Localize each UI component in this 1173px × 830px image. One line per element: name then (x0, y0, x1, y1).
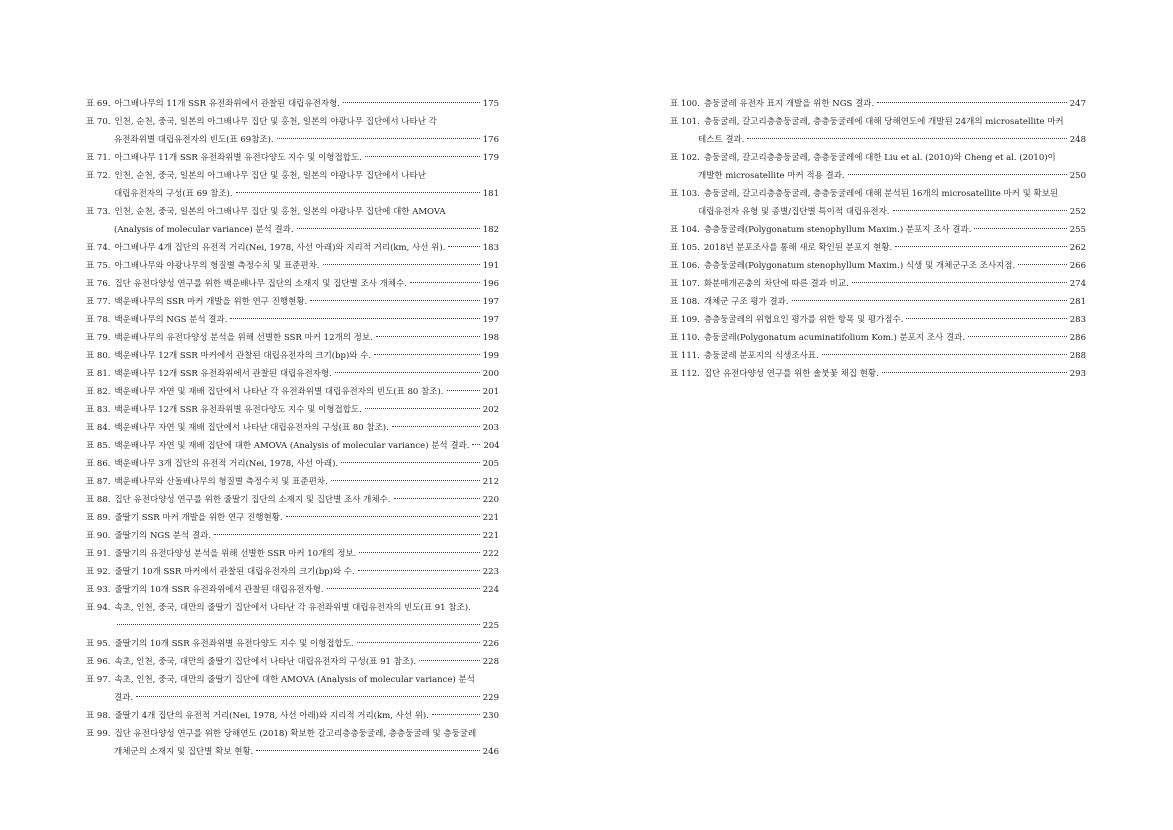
page-number: 212 (482, 477, 499, 487)
page-number: 200 (482, 369, 499, 379)
table-title: 백운배나무 자연 및 재배 집단에서 나타난 대립유전자의 구성(표 80 참조). (114, 423, 389, 433)
toc-line (670, 311, 1086, 329)
toc-entry (86, 167, 499, 203)
toc-line (670, 257, 1086, 275)
table-title: 층층둥굴레(Polygonatum stenophyllum Maxim.) 분포지 조사 결과. (703, 225, 972, 235)
dot-leader (394, 498, 480, 499)
dot-leader (376, 336, 480, 337)
dot-leader (310, 300, 480, 301)
toc-line (86, 401, 499, 419)
table-title: 집단 유전다양성 연구를 위한 당해연도 (2018) 확보한 갈고리층층둥굴레, 층층둥굴레 및 층둥굴레 (114, 729, 477, 739)
table-number: 표 99. (86, 729, 111, 739)
page-number: 221 (482, 513, 499, 523)
dot-leader (335, 372, 480, 373)
toc-line (86, 707, 499, 725)
page-number: 201 (482, 387, 499, 397)
table-number: 표 87. (86, 477, 111, 487)
dot-leader (374, 354, 480, 355)
table-number: 표 95. (86, 639, 111, 649)
table-number: 표 90. (86, 531, 111, 541)
table-number: 표 80. (86, 351, 111, 361)
toc-line (86, 149, 499, 167)
dot-leader (472, 444, 480, 445)
toc-line (86, 527, 499, 545)
page-number: 230 (482, 711, 499, 721)
toc-line (86, 509, 499, 527)
toc-line (86, 473, 499, 491)
dot-leader (1018, 264, 1067, 265)
page-number: 179 (482, 153, 499, 163)
toc-entry (670, 365, 1086, 383)
page-number: 176 (482, 135, 499, 145)
dot-leader (448, 246, 479, 247)
dot-leader (968, 336, 1067, 337)
page-number: 228 (482, 657, 499, 667)
table-title: 아그배나무와 야광나무의 형질별 측정수치 및 표준편차. (114, 261, 320, 271)
toc-line (670, 167, 1086, 185)
toc-entry (86, 401, 499, 419)
page-number: 250 (1069, 171, 1086, 181)
toc-entry (86, 437, 499, 455)
table-title: 백운배나무 3개 집단의 유전적 거리(Nei, 1978, 사선 아래). (114, 459, 339, 469)
table-number: 표 79. (86, 333, 111, 343)
toc-entry (86, 419, 499, 437)
toc-line (670, 293, 1086, 311)
page-number: 252 (1069, 207, 1086, 217)
table-title: 줄딸기 4개 집단의 유전적 거리(Nei, 1978, 사선 아래)와 지리적 거리(km, 사선 위). (114, 711, 429, 721)
table-number: 표 89. (86, 513, 111, 523)
toc-entry (86, 365, 499, 383)
toc-line (86, 617, 499, 635)
toc-line (86, 329, 499, 347)
page-number: 281 (1069, 297, 1086, 307)
toc-entry (670, 113, 1086, 149)
table-title: 아그배나무의 11개 SSR 유전좌위에서 관찰된 대립유전자형. (114, 99, 341, 109)
table-title: 결과. (114, 693, 134, 703)
dot-leader (286, 516, 480, 517)
dot-leader (410, 282, 480, 283)
table-number: 표 78. (86, 315, 111, 325)
table-title: 대립유전자의 구성(표 69 참조). (114, 189, 233, 199)
toc-line (86, 419, 499, 437)
page-number: 225 (482, 621, 499, 631)
table-title: 백운배나무 12개 SSR 유전좌위별 유전다양도 지수 및 이형접합도. (114, 405, 362, 415)
table-number: 표 86. (86, 459, 111, 469)
dot-leader (256, 750, 479, 751)
toc-entry (86, 653, 499, 671)
table-title: 속초, 인천, 중국, 대만의 줄딸기 집단에서 나타난 각 유전좌위별 대립유전자의 빈도(표 91 참조). (114, 603, 471, 613)
page-number: 196 (482, 279, 499, 289)
page-number: 220 (482, 495, 499, 505)
page-number: 205 (482, 459, 499, 469)
dot-leader (893, 210, 1067, 211)
table-title: 백운배나무의 SSR 마커 개발을 위한 연구 진행현황. (114, 297, 308, 307)
dot-leader (230, 318, 479, 319)
toc-entry (86, 383, 499, 401)
page-number: 274 (1069, 279, 1086, 289)
toc-line (670, 95, 1086, 113)
toc-line (86, 563, 499, 581)
table-title: 대립유전자 유형 및 종별/집단별 특이적 대립유전자. (698, 207, 890, 217)
table-title: 속초, 인천, 중국, 대만의 줄딸기 집단에서 나타난 대립유전자의 구성(표 91 참조). (114, 657, 417, 667)
table-number: 표 75. (86, 261, 111, 271)
table-title: 줄딸기 SSR 마커 개발을 위한 연구 진행현황. (114, 513, 283, 523)
dot-leader (882, 372, 1067, 373)
dot-leader (447, 390, 480, 391)
dot-leader (974, 228, 1066, 229)
table-number: 표 70. (86, 117, 111, 127)
table-number: 표 106. (670, 261, 700, 271)
dot-leader (331, 480, 480, 481)
toc-line (670, 329, 1086, 347)
dot-leader (236, 192, 480, 193)
dot-leader (343, 102, 480, 103)
toc-entry (86, 347, 499, 365)
dot-leader (277, 138, 480, 139)
table-title: 백운배나무 자연 및 재배 집단에 대한 AMOVA (Analysis of molecular variance) 분석 결과. (114, 441, 470, 451)
table-title: 줄딸기의 10개 SSR 유전좌위별 유전다양도 지수 및 이형접합도. (114, 639, 354, 649)
toc-line (86, 671, 499, 689)
toc-entry (86, 113, 499, 149)
toc-entry (670, 329, 1086, 347)
table-number: 표 71. (86, 153, 111, 163)
page-number: 204 (483, 441, 500, 451)
toc-right-column (670, 95, 1086, 383)
table-number: 표 82. (86, 387, 111, 397)
table-number: 표 74. (86, 243, 111, 253)
dot-leader (432, 714, 480, 715)
toc-line (670, 347, 1086, 365)
table-title: 백운배나무의 NGS 분석 결과. (114, 315, 228, 325)
page-number: 247 (1069, 99, 1086, 109)
toc-line (670, 221, 1086, 239)
table-title: 층층둥굴레의 위협요인 평가를 위한 항목 및 평가점수. (703, 315, 904, 325)
toc-entry (670, 149, 1086, 185)
toc-entry (86, 545, 499, 563)
page-number: 293 (1069, 369, 1086, 379)
table-number: 표 76. (86, 279, 111, 289)
table-number: 표 107. (670, 279, 700, 289)
table-number: 표 84. (86, 423, 111, 433)
dot-leader (136, 696, 480, 697)
table-title: 백운배나무 자연 및 재배 집단에서 나타난 각 유전좌위별 대립유전자의 빈도(표 80 참조). (114, 387, 444, 397)
toc-line (670, 203, 1086, 221)
toc-line (86, 95, 499, 113)
page-number: 286 (1069, 333, 1086, 343)
table-title: 아그배나무 11개 SSR 유전좌위별 유전다양도 지수 및 이형접합도. (114, 153, 362, 163)
toc-entry (86, 311, 499, 329)
toc-line (86, 275, 499, 293)
table-title: 개발한 microsatellite 마커 적용 결과. (698, 171, 845, 181)
page-number: 175 (482, 99, 499, 109)
toc-line (86, 383, 499, 401)
toc-line (670, 131, 1086, 149)
dot-leader (906, 318, 1066, 319)
toc-entry (670, 347, 1086, 365)
toc-line (86, 221, 499, 239)
page-number: 229 (482, 693, 499, 703)
dot-leader (419, 660, 480, 661)
toc-entry (86, 473, 499, 491)
dot-leader (358, 570, 480, 571)
page-number: 222 (482, 549, 499, 559)
page-number: 202 (482, 405, 499, 415)
table-number: 표 73. (86, 207, 111, 217)
page-number: 283 (1069, 315, 1086, 325)
toc-entry (86, 527, 499, 545)
table-number: 표 101. (670, 117, 700, 127)
toc-entry (670, 185, 1086, 221)
table-title: 화분매개곤충의 차단에 따른 결과 비교. (703, 279, 849, 289)
table-title: 백운배나무와 산돌배나무의 형질별 측정수치 및 표준편차. (114, 477, 328, 487)
table-number: 표 108. (670, 297, 700, 307)
toc-entry (670, 275, 1086, 293)
toc-line (86, 437, 499, 455)
table-title: 집단 유전다양성 연구를 위한 줄딸기 집단의 소재지 및 집단별 조사 개체수. (114, 495, 391, 505)
page-number: 197 (482, 315, 499, 325)
toc-line (86, 167, 499, 185)
toc-line (86, 239, 499, 257)
toc-entry (86, 599, 499, 635)
toc-line (86, 293, 499, 311)
toc-entry (86, 671, 499, 707)
table-title: 층둥굴레, 갈고리층층둥굴레, 층층둥굴레에 대한 Liu et al. (2010)와 Cheng et al. (2010)이 (703, 153, 1056, 163)
table-title: 줄딸기 10개 SSR 마커에서 관찰된 대립유전자의 크기(bp)와 수. (114, 567, 355, 577)
table-number: 표 69. (86, 99, 111, 109)
page-number: 181 (482, 189, 499, 199)
page-number: 266 (1069, 261, 1086, 271)
toc-entry (86, 95, 499, 113)
toc-line (86, 653, 499, 671)
toc-line (86, 347, 499, 365)
page-number: 248 (1069, 135, 1086, 145)
table-number: 표 96. (86, 657, 111, 667)
toc-line (670, 113, 1086, 131)
table-number: 표 103. (670, 189, 700, 199)
toc-entry (670, 293, 1086, 311)
dot-leader (895, 246, 1067, 247)
table-title: 아그배나무 4개 집단의 유전적 거리(Nei, 1978, 사선 아래)와 지리적 거리(km, 사선 위). (114, 243, 446, 253)
page-number: 182 (482, 225, 499, 235)
table-title: 층둥굴레(Polygonatum acuminatifolium Kom.) 분포지 조사 결과. (703, 333, 966, 343)
table-title: 층둥굴레, 갈고리층층둥굴레, 층층둥굴레에 대해 당해연도에 개발된 24개의 microsatellite 마커 (703, 117, 1064, 127)
toc-entry (86, 257, 499, 275)
toc-entry (670, 257, 1086, 275)
table-number: 표 104. (670, 225, 700, 235)
toc-line (670, 275, 1086, 293)
table-title: 2018년 분포조사를 통해 새로 확인된 분포지 현황. (703, 243, 893, 253)
dot-leader (877, 102, 1067, 103)
toc-line (86, 311, 499, 329)
dot-leader (365, 408, 480, 409)
table-title: 줄딸기의 10개 SSR 유전좌위에서 관찰된 대립유전자형. (114, 585, 324, 595)
dot-leader (848, 174, 1067, 175)
table-number: 표 92. (86, 567, 111, 577)
toc-line (86, 581, 499, 599)
toc-entry (86, 509, 499, 527)
table-title: 인천, 순천, 중국, 일본의 아그배나무 집단 및 홍천, 일본의 야광나무 집단에서 나타난 각 (114, 117, 437, 127)
table-number: 표 83. (86, 405, 111, 415)
table-number: 표 97. (86, 675, 111, 685)
toc-line (670, 365, 1086, 383)
toc-entry (86, 635, 499, 653)
toc-entry (86, 329, 499, 347)
toc-line (670, 185, 1086, 203)
toc-line (86, 635, 499, 653)
toc-line (86, 599, 499, 617)
table-number: 표 98. (86, 711, 111, 721)
table-number: 표 77. (86, 297, 111, 307)
table-title: 인천, 순천, 중국, 일본의 아그배나무 집단 및 홍천, 일본의 야광나무 집단에서 나타난 (114, 171, 426, 181)
toc-line (86, 491, 499, 509)
toc-entry (86, 149, 499, 167)
dot-leader (365, 156, 480, 157)
table-number: 표 110. (670, 333, 700, 343)
toc-line (86, 113, 499, 131)
page-number: 246 (482, 747, 499, 757)
table-title: 줄딸기의 유전다양성 분석을 위해 선별한 SSR 마커 10개의 정보. (114, 549, 357, 559)
dot-leader (214, 534, 480, 535)
page-number: 226 (482, 639, 499, 649)
page-number: 221 (482, 531, 499, 541)
table-number: 표 102. (670, 153, 700, 163)
table-title: 줄딸기의 NGS 분석 결과. (114, 531, 211, 541)
table-title: 백운배나무 12개 SSR 유전좌위에서 관찰된 대립유전자형. (114, 369, 332, 379)
toc-entry (670, 95, 1086, 113)
toc-entry (86, 293, 499, 311)
table-title: 집단 유전다양성 연구를 위한 백운배나무 집단의 소재지 및 집단별 조사 개체수. (114, 279, 407, 289)
toc-line (86, 185, 499, 203)
table-number: 표 105. (670, 243, 700, 253)
toc-left-column (86, 95, 499, 761)
toc-line (86, 455, 499, 473)
toc-entry (86, 563, 499, 581)
page-number: 191 (482, 261, 499, 271)
page-number: 255 (1069, 225, 1086, 235)
table-title: 속초, 인천, 중국, 대만의 줄딸기 집단에 대한 AMOVA (Analysis of molecular variance) 분석 (114, 675, 475, 685)
dot-leader (323, 264, 480, 265)
table-title: 유전좌위별 대립유전자의 빈도(표 69참조). (114, 135, 274, 145)
toc-line (670, 239, 1086, 257)
toc-entry (670, 221, 1086, 239)
table-title: 테스트 결과. (698, 135, 745, 145)
toc-entry (86, 275, 499, 293)
toc-entry (86, 203, 499, 239)
table-number: 표 109. (670, 315, 700, 325)
table-title: 개체군 구조 평가 결과. (703, 297, 789, 307)
page-number: 199 (482, 351, 499, 361)
table-title: 층둥굴레 유전자 표지 개발을 위한 NGS 결과. (703, 99, 875, 109)
dot-leader (357, 642, 480, 643)
table-title: 개체군의 소재지 및 집단별 확보 현황. (114, 747, 254, 757)
table-title: 층둥굴레, 갈고리층층둥굴레, 층층둥굴레에 대해 분석된 16개의 microsatellite 마커 및 확보된 (703, 189, 1059, 199)
page-number: 183 (482, 243, 499, 253)
table-title: 층층둥굴레(Polygonatum stenophyllum Maxim.) 식생 및 개체군구조 조사지점. (703, 261, 1016, 271)
toc-line (86, 545, 499, 563)
toc-line (670, 149, 1086, 167)
dot-leader (341, 462, 480, 463)
toc-entry (86, 239, 499, 257)
table-number: 표 111. (670, 351, 700, 361)
page-number: 197 (482, 297, 499, 307)
table-number: 표 91. (86, 549, 111, 559)
table-title: 인천, 순천, 중국, 일본의 아그배나무 집단 및 홍천, 일본의 야광나무 집단에 대한 AMOVA (114, 207, 446, 217)
dot-leader (822, 354, 1067, 355)
table-number: 표 85. (86, 441, 111, 451)
table-number: 표 72. (86, 171, 111, 181)
table-number: 표 88. (86, 495, 111, 505)
toc-entry (86, 491, 499, 509)
dot-leader (359, 552, 479, 553)
toc-entry (86, 725, 499, 761)
table-title: 백운배나무 12개 SSR 마커에서 관찰된 대립유전자의 크기(bp)와 수. (114, 351, 372, 361)
toc-line (86, 257, 499, 275)
table-number: 표 112. (670, 369, 700, 379)
toc-entry (670, 239, 1086, 257)
dot-leader (117, 624, 480, 625)
dot-leader (392, 426, 480, 427)
table-title: 층둥굴레 분포지의 식생조사표. (703, 351, 819, 361)
page-number: 224 (482, 585, 499, 595)
toc-entry (86, 707, 499, 725)
table-number: 표 94. (86, 603, 111, 613)
toc-line (86, 131, 499, 149)
table-number: 표 93. (86, 585, 111, 595)
toc-entry (670, 311, 1086, 329)
toc-line (86, 725, 499, 743)
page-number: 288 (1069, 351, 1086, 361)
dot-leader (327, 588, 480, 589)
toc-line (86, 743, 499, 761)
table-number: 표 81. (86, 369, 111, 379)
table-number: 표 100. (670, 99, 700, 109)
table-title: (Analysis of molecular variance) 분석 결과. (114, 225, 294, 235)
page-number: 262 (1069, 243, 1086, 253)
toc-entry (86, 581, 499, 599)
page-number: 198 (482, 333, 499, 343)
table-title: 집단 유전다양성 연구를 위한 솔붓꽃 채집 현황. (703, 369, 879, 379)
dot-leader (852, 282, 1067, 283)
page-number: 223 (482, 567, 499, 577)
page-number: 203 (482, 423, 499, 433)
toc-line (86, 203, 499, 221)
table-title: 백운배나무의 유전다양성 분석을 위해 선별한 SSR 마커 12개의 정보. (114, 333, 373, 343)
toc-line (86, 365, 499, 383)
dot-leader (792, 300, 1067, 301)
toc-entry (86, 455, 499, 473)
dot-leader (747, 138, 1066, 139)
dot-leader (297, 228, 480, 229)
toc-line (86, 689, 499, 707)
